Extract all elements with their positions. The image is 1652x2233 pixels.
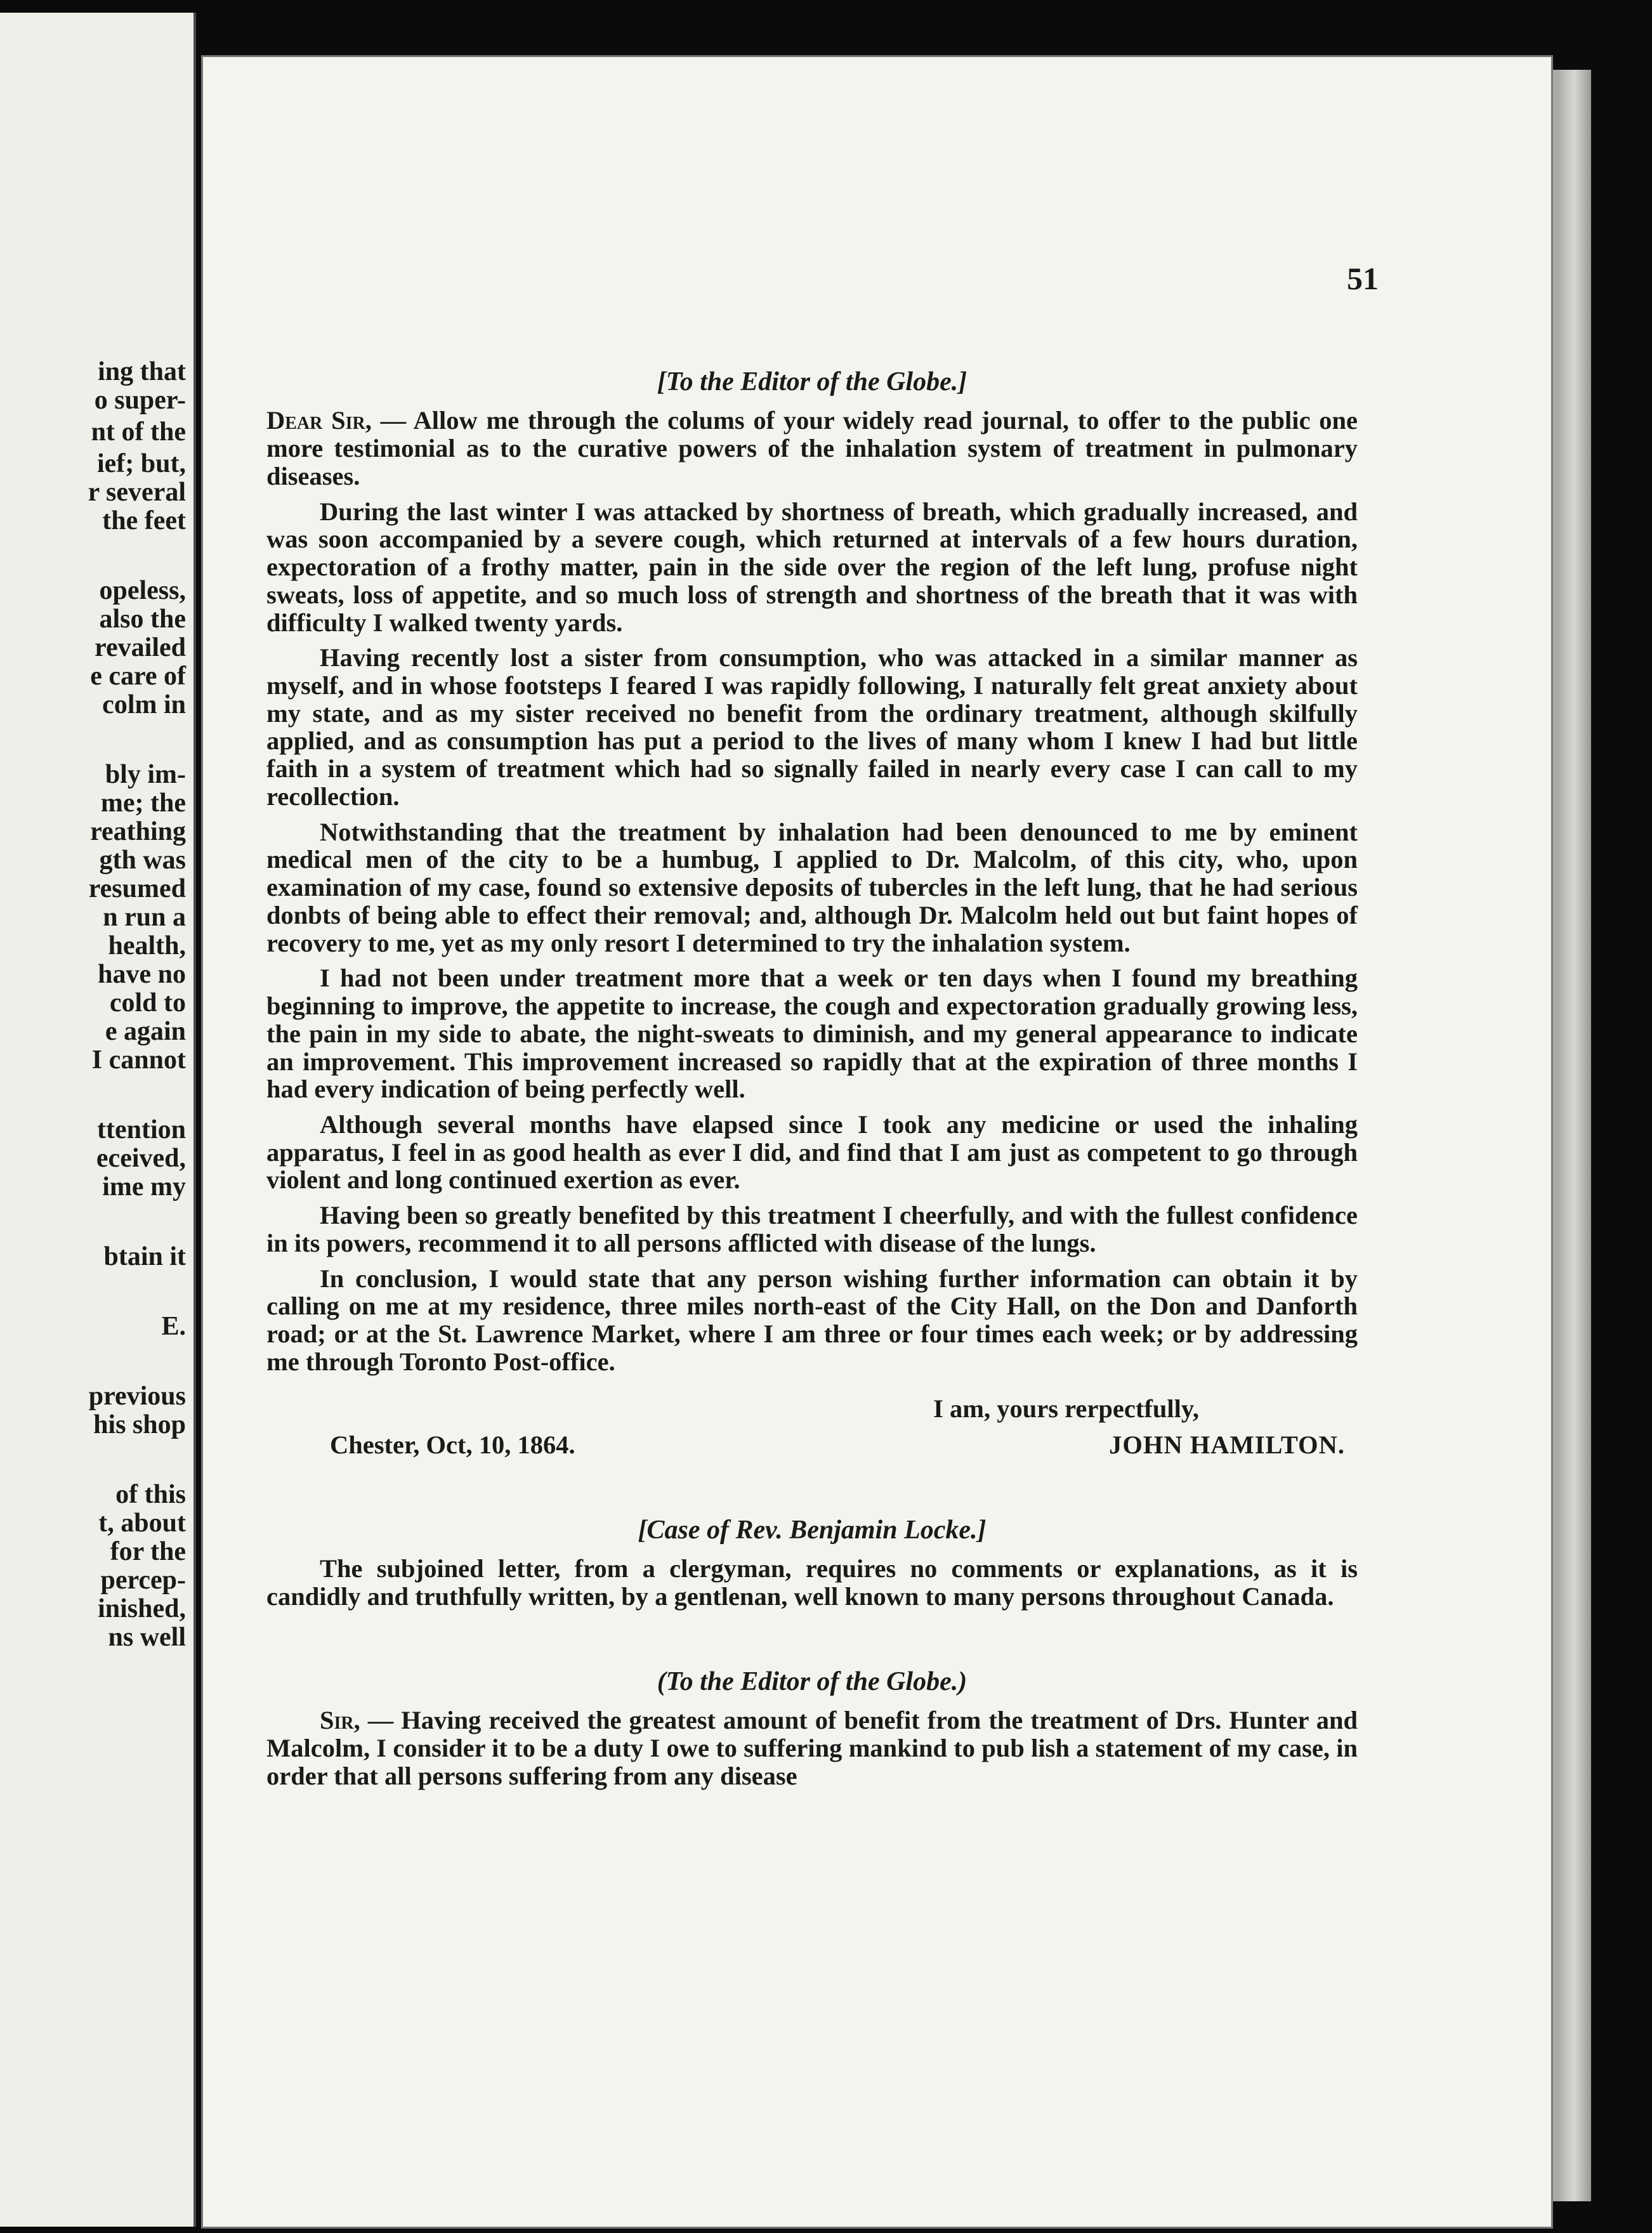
left-page-fragment: inished,	[98, 1594, 186, 1623]
letter2-text: — Having received the greatest amount of benefit from the treatment of Drs. Hunter and Malcolm, I consider it to be a duty I owe to suffering mankind to pub lish a statement of my case, in order that all persons suffering from any disease	[266, 1706, 1358, 1790]
left-page-fragment: I cannot	[91, 1045, 186, 1075]
left-page-fragment: cold to	[109, 988, 186, 1018]
left-page-fragment: btain it	[103, 1242, 186, 1271]
left-page-fragment: E.	[161, 1312, 186, 1341]
letter1-paragraph-2: During the last winter I was attacked by shortness of breath, which gradually increased, and was soon accompanied by a severe cough, which returned at intervals of a few hours duration, expectoration of a frothy matter, pain in the side over the region of the left lung, profuse night sweats, loss of appetite, and so much loss of strength and shortness of the breath that it was with difficulty I walked twenty yards.	[266, 497, 1358, 637]
left-page-fragment: his shop	[93, 1410, 186, 1439]
letter1-salutation: Dear Sir,	[266, 406, 372, 435]
left-page-fragment: previous	[88, 1382, 186, 1411]
left-page-fragment: ns well	[108, 1623, 186, 1652]
letter1-paragraph-6: Although several months have elapsed since I took any medicine or used the inhaling apparatus, I feel in as good health as ever I did, and find that I am just as competent to go through violent and long continued exertion as ever.	[266, 1110, 1358, 1195]
letter1-heading: [To the Editor of the Globe.]	[657, 367, 967, 396]
right-page	[203, 57, 1551, 2227]
left-page-fragment: ime my	[102, 1172, 186, 1202]
left-page-fragment: ing that	[98, 357, 186, 386]
left-page-fragment: t, about	[98, 1509, 186, 1538]
left-page-fragment: e again	[105, 1017, 186, 1046]
left-page-fragment: health,	[108, 931, 186, 960]
left-page-fragment: nt of the	[91, 417, 186, 447]
letter1-closing: I am, yours rerpectfully,	[933, 1394, 1199, 1423]
case2-intro: The subjoined letter, from a clergyman, requires no comments or explanations, as it is candidly and truthfully written, by a gentlenan, well known to many persons throughout Canada.	[266, 1554, 1358, 1611]
left-page-fragment: have no	[98, 960, 186, 989]
letter1-signature: JOHN HAMILTON.	[1109, 1431, 1345, 1460]
left-page-fragment: opeless,	[99, 576, 186, 605]
left-page-fragment: also the	[99, 605, 186, 634]
letter2-paragraph	[266, 1706, 1358, 1790]
left-page-fragment: ief; but,	[97, 449, 186, 478]
left-page-fragment: revailed	[95, 633, 186, 662]
page-content	[266, 368, 1358, 1797]
left-page-fragment: ttention	[97, 1115, 186, 1144]
left-page-fragment: e care of	[90, 662, 186, 691]
letter1-paragraph-1-text: — Allow me through the colums of your widely read journal, to offer to the public one more testimonial as to the curative powers of the inhalation system of treatment in pulmonary diseases.	[266, 406, 1358, 490]
left-page-fragment: reathing	[90, 817, 186, 846]
letter1-signature-row	[266, 1431, 1358, 1459]
left-page-fragment: n run a	[103, 903, 186, 932]
left-page-fragment: bly im-	[105, 760, 186, 789]
left-page-fragment: eceived,	[96, 1144, 186, 1173]
letter1-place-date: Chester, Oct, 10, 1864.	[330, 1431, 575, 1460]
letter1-paragraph-3: Having recently lost a sister from consumption, who was attacked in a similar manner as myself, and in whose footsteps I feared I was rapidly following, I naturally felt great anxiety about my state, and as my sister received no benefit from the ordinary treatment, although skilfully applied, and as consumption has put a period to the lives of many whom I knew I had but little faith in a system of treatment which had so signally failed in nearly every case I can call to my recollection.	[266, 643, 1358, 811]
left-page-fragment: of this	[115, 1480, 186, 1509]
letter1-paragraph-4: Notwithstanding that the treatment by inhalation had been denounced to me by eminent medical men of the city to be a humbug, I applied to Dr. Malcolm, of this city, who, upon examination of my case, found so extensive deposits of tubercles in the left lung, that he had serious donbts of being able to effect their removal; and, although Dr. Malcolm held out but faint hopes of recovery to me, yet as my only resort I determined to try the inhalation system.	[266, 817, 1358, 957]
letter1-paragraph-1	[266, 407, 1358, 490]
left-page-fragment: the feet	[102, 506, 186, 535]
letter2-heading: (To the Editor of the Globe.)	[657, 1667, 967, 1696]
left-page	[0, 13, 196, 2227]
letter2-salutation: Sir,	[320, 1706, 360, 1735]
left-page-fragment: gth was	[99, 846, 186, 875]
left-page-fragment: resumed	[88, 874, 186, 903]
letter1-paragraph-8: In conclusion, I would state that any person wishing further information can obtain it by calling on me at my residence, three miles north-east of the City Hall, on the Don and Danforth road; or at the St. Lawrence Market, where I am three or four times each week; or by addressing me through Toronto Post-office.	[266, 1264, 1358, 1376]
left-page-fragment: colm in	[102, 690, 186, 719]
page-number: 51	[1347, 261, 1379, 296]
case2-heading: [Case of Rev. Benjamin Locke.]	[638, 1516, 987, 1545]
left-page-fragment: r several	[88, 478, 186, 507]
left-page-fragment: me; the	[100, 789, 186, 818]
left-page-fragment: o super-	[94, 386, 186, 415]
letter1-paragraph-7: Having been so greatly benefited by this treatment I cheerfully, and with the fullest confidence in its powers, recommend it to all persons afflicted with disease of the lungs.	[266, 1201, 1358, 1257]
left-page-fragment: percep-	[100, 1566, 186, 1595]
left-page-fragment: for the	[110, 1537, 186, 1566]
letter1-paragraph-5: I had not been under treatment more that a week or ten days when I found my breathing beginning to improve, the appetite to increase, the cough and expectoration gradually growing less, the pain in my side to abate, the night-sweats to diminish, and my general appearance to indicate an improvement. This improvement increased so rapidly that at the expiration of three months I had every indication of being perfectly well.	[266, 964, 1358, 1104]
